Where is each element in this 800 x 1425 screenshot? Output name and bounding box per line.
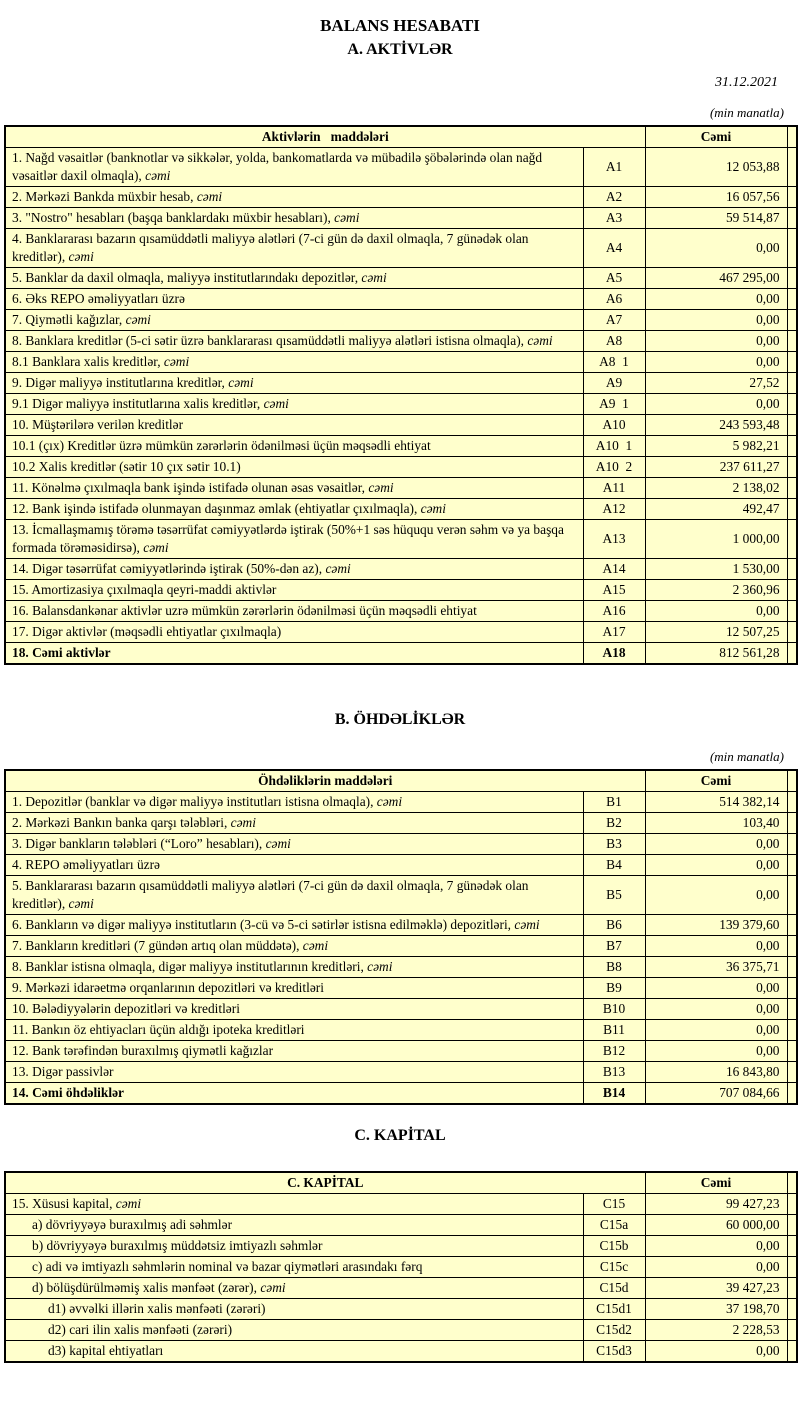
row-value: 37 198,70	[645, 1299, 787, 1320]
edge-cell	[787, 1194, 797, 1215]
table-row	[5, 331, 797, 352]
row-code: A8	[583, 331, 645, 352]
table-row	[5, 229, 797, 268]
row-value: 99 427,23	[645, 1194, 787, 1215]
row-label: 10.1 (çıx) Kreditlər üzrə mümkün zərərlərin ödənilməsi üçün məqsədli ehtiyat	[5, 436, 583, 457]
row-label: 7. Bankların kreditləri (7 gündən artıq olan müddətə), cəmi	[5, 936, 583, 957]
edge-cell	[787, 394, 797, 415]
table-row	[5, 1278, 797, 1299]
row-label: 13. Digər passivlər	[5, 1062, 583, 1083]
row-code: B2	[583, 813, 645, 834]
row-value: 0,00	[645, 331, 787, 352]
row-code: A15	[583, 580, 645, 601]
table-row	[5, 268, 797, 289]
table-row	[5, 520, 797, 559]
row-label: 8. Banklara kreditlər (5-ci sətir üzrə banklararası qısamüddətli maliyyə alətləri istisna olmaqla), cəmi	[5, 331, 583, 352]
edge-cell	[787, 289, 797, 310]
edge-cell	[787, 126, 797, 148]
edge-cell	[787, 834, 797, 855]
liabilities-table	[4, 769, 798, 1105]
table-row	[5, 876, 797, 915]
table-row	[5, 601, 797, 622]
assets-header-total: Cəmi	[645, 126, 787, 148]
row-value: 0,00	[645, 1020, 787, 1041]
row-value: 12 053,88	[645, 148, 787, 187]
document-title: BALANS HESABATI	[320, 16, 480, 35]
table-row	[5, 1020, 797, 1041]
edge-cell	[787, 580, 797, 601]
row-label: 11. Bankın öz ehtiyacları üçün aldığı ipoteka kreditləri	[5, 1020, 583, 1041]
edge-cell	[787, 876, 797, 915]
row-label: 13. İcmallaşmamış törəmə təsərrüfat cəmiyyətlərdə iştirak (50%+1 səs hüququ verən səhm və ya başqa formada törəməsidirsə), cəmi	[5, 520, 583, 559]
report-date: 31.12.2021	[715, 75, 778, 90]
edge-cell	[787, 1041, 797, 1062]
row-code: C15c	[583, 1257, 645, 1278]
row-code: B1	[583, 792, 645, 813]
row-value: 16 843,80	[645, 1062, 787, 1083]
row-value: 0,00	[645, 936, 787, 957]
row-value: 59 514,87	[645, 208, 787, 229]
row-code: B9	[583, 978, 645, 999]
row-label: 3. Digər bankların tələbləri (“Loro” hesabları), cəmi	[5, 834, 583, 855]
table-row	[5, 187, 797, 208]
row-value: 0,00	[645, 289, 787, 310]
row-label: 15. Xüsusi kapital, cəmi	[5, 1194, 583, 1215]
row-label: 10.2 Xalis kreditlər (sətir 10 çıx sətir 10.1)	[5, 457, 583, 478]
row-value: 2 138,02	[645, 478, 787, 499]
row-code: A3	[583, 208, 645, 229]
row-code: A6	[583, 289, 645, 310]
row-label: d3) kapital ehtiyatları	[5, 1341, 583, 1363]
row-label: 18. Cəmi aktivlər	[5, 643, 583, 665]
table-row	[5, 1257, 797, 1278]
edge-cell	[787, 792, 797, 813]
table-row	[5, 310, 797, 331]
row-label: 12. Bank işində istifadə olunmayan daşınmaz əmlak (ehtiyatlar çıxılmaqla), cəmi	[5, 499, 583, 520]
row-value: 0,00	[645, 1341, 787, 1363]
table-row	[5, 1194, 797, 1215]
row-label: d2) cari ilin xalis mənfəəti (zərəri)	[5, 1320, 583, 1341]
row-label: 2. Mərkəzi Bankda müxbir hesab, cəmi	[5, 187, 583, 208]
table-row	[5, 643, 797, 665]
liabilities-header-total: Cəmi	[645, 770, 787, 792]
table-row	[5, 352, 797, 373]
row-label: 17. Digər aktivlər (məqsədli ehtiyatlar çıxılmaqla)	[5, 622, 583, 643]
row-code: C15d	[583, 1278, 645, 1299]
section-a-title: A. AKTİVLƏR	[347, 41, 453, 58]
row-code: A10	[583, 415, 645, 436]
row-code: A18	[583, 643, 645, 665]
row-value: 0,00	[645, 352, 787, 373]
row-value: 492,47	[645, 499, 787, 520]
row-code: A10 1	[583, 436, 645, 457]
row-label: 8.1 Banklara xalis kreditlər, cəmi	[5, 352, 583, 373]
row-code: A5	[583, 268, 645, 289]
edge-cell	[787, 1257, 797, 1278]
unit-note-b: (min manatla)	[709, 749, 784, 764]
row-value: 1 530,00	[645, 559, 787, 580]
row-label: 10. Müştərilərə verilən kreditlər	[5, 415, 583, 436]
row-label: 2. Mərkəzi Bankın banka qarşı tələbləri, cəmi	[5, 813, 583, 834]
table-row	[5, 415, 797, 436]
edge-cell	[787, 1236, 797, 1257]
row-label: 11. Könəlmə çıxılmaqla bank işində istifadə olunan əsas vəsaitlər, cəmi	[5, 478, 583, 499]
row-value: 0,00	[645, 310, 787, 331]
edge-cell	[787, 1215, 797, 1236]
row-value: 707 084,66	[645, 1083, 787, 1105]
row-code: A7	[583, 310, 645, 331]
table-row	[5, 499, 797, 520]
capital-table-header-row	[5, 1172, 797, 1194]
table-row	[5, 978, 797, 999]
row-label: 5. Banklar da daxil olmaqla, maliyyə institutlarındakı depozitlər, cəmi	[5, 268, 583, 289]
row-label: 7. Qiymətli kağızlar, cəmi	[5, 310, 583, 331]
row-value: 243 593,48	[645, 415, 787, 436]
row-code: C15a	[583, 1215, 645, 1236]
edge-cell	[787, 187, 797, 208]
edge-cell	[787, 457, 797, 478]
assets-header-label: Aktivlərin maddələri	[5, 126, 645, 148]
table-row	[5, 1062, 797, 1083]
liabilities-table-header-row	[5, 770, 797, 792]
table-row	[5, 1041, 797, 1062]
row-code: B12	[583, 1041, 645, 1062]
row-value: 0,00	[645, 601, 787, 622]
row-value: 812 561,28	[645, 643, 787, 665]
row-code: B10	[583, 999, 645, 1020]
table-row	[5, 373, 797, 394]
capital-header-label: C. KAPİTAL	[5, 1172, 645, 1194]
row-code: A16	[583, 601, 645, 622]
row-value: 0,00	[645, 394, 787, 415]
row-value: 60 000,00	[645, 1215, 787, 1236]
row-value: 12 507,25	[645, 622, 787, 643]
table-row	[5, 148, 797, 187]
table-row	[5, 1083, 797, 1105]
row-label: b) dövriyyəyə buraxılmış müddətsiz imtiyazlı səhmlər	[5, 1236, 583, 1257]
row-value: 514 382,14	[645, 792, 787, 813]
row-code: A13	[583, 520, 645, 559]
row-value: 139 379,60	[645, 915, 787, 936]
row-code: B7	[583, 936, 645, 957]
row-label: 1. Nağd vəsaitlər (banknotlar və sikkələr, yolda, bankomatlarda və mübadilə şöbələrində olan nağd vəsaitlər daxil olmaqla), cəmi	[5, 148, 583, 187]
row-code: C15d1	[583, 1299, 645, 1320]
edge-cell	[787, 601, 797, 622]
row-label: 10. Bələdiyyələrin depozitləri və kreditləri	[5, 999, 583, 1020]
row-code: B6	[583, 915, 645, 936]
row-code: C15b	[583, 1236, 645, 1257]
row-label: d) bölüşdürülməmiş xalis mənfəət (zərər), cəmi	[5, 1278, 583, 1299]
edge-cell	[787, 936, 797, 957]
row-value: 0,00	[645, 834, 787, 855]
row-label: 3. "Nostro" hesabları (başqa banklardakı müxbir hesabları), cəmi	[5, 208, 583, 229]
row-code: B3	[583, 834, 645, 855]
liabilities-header-label: Öhdəliklərin maddələri	[5, 770, 645, 792]
row-code: A14	[583, 559, 645, 580]
table-row	[5, 957, 797, 978]
edge-cell	[787, 1341, 797, 1363]
row-value: 27,52	[645, 373, 787, 394]
row-value: 0,00	[645, 229, 787, 268]
edge-cell	[787, 770, 797, 792]
row-code: A1	[583, 148, 645, 187]
row-label: c) adi və imtiyazlı səhmlərin nominal və bazar qiymətləri arasındakı fərq	[5, 1257, 583, 1278]
row-value: 0,00	[645, 1257, 787, 1278]
row-value: 0,00	[645, 999, 787, 1020]
row-code: B13	[583, 1062, 645, 1083]
capital-header-total: Cəmi	[645, 1172, 787, 1194]
row-label: 12. Bank tərəfindən buraxılmış qiymətli kağızlar	[5, 1041, 583, 1062]
row-value: 0,00	[645, 1236, 787, 1257]
table-row	[5, 813, 797, 834]
row-label: 6. Bankların və digər maliyyə institutların (3-cü və 5-ci sətirlər istisna edilməklə) depozitləri, cəmi	[5, 915, 583, 936]
row-code: A9	[583, 373, 645, 394]
row-value: 1 000,00	[645, 520, 787, 559]
row-label: 4. Banklararası bazarın qısamüddətli maliyyə alətləri (7-ci gün də daxil olmaqla, 7 günədək olan kreditlər), cəmi	[5, 229, 583, 268]
row-label: 1. Depozitlər (banklar və digər maliyyə institutları istisna olmaqla), cəmi	[5, 792, 583, 813]
row-code: C15d2	[583, 1320, 645, 1341]
table-row	[5, 1320, 797, 1341]
table-row	[5, 1341, 797, 1363]
table-row	[5, 457, 797, 478]
edge-cell	[787, 957, 797, 978]
section-b-title: B. ÖHDƏLİKLƏR	[334, 711, 466, 728]
row-code: A9 1	[583, 394, 645, 415]
table-row	[5, 1236, 797, 1257]
row-label: 9.1 Digər maliyyə institutlarına xalis kreditlər, cəmi	[5, 394, 583, 415]
edge-cell	[787, 559, 797, 580]
row-code: C15d3	[583, 1341, 645, 1363]
edge-cell	[787, 373, 797, 394]
edge-cell	[787, 1278, 797, 1299]
table-row	[5, 580, 797, 601]
row-code: B14	[583, 1083, 645, 1105]
row-code: B8	[583, 957, 645, 978]
edge-cell	[787, 436, 797, 457]
row-code: A11	[583, 478, 645, 499]
edge-cell	[787, 208, 797, 229]
row-code: A8 1	[583, 352, 645, 373]
row-label: 4. REPO əməliyyatları üzrə	[5, 855, 583, 876]
row-value: 39 427,23	[645, 1278, 787, 1299]
row-value: 237 611,27	[645, 457, 787, 478]
row-label: a) dövriyyəyə buraxılmış adi səhmlər	[5, 1215, 583, 1236]
row-code: A12	[583, 499, 645, 520]
edge-cell	[787, 268, 797, 289]
edge-cell	[787, 331, 797, 352]
edge-cell	[787, 999, 797, 1020]
edge-cell	[787, 813, 797, 834]
row-label: 15. Amortizasiya çıxılmaqla qeyri-maddi aktivlər	[5, 580, 583, 601]
edge-cell	[787, 622, 797, 643]
row-code: B11	[583, 1020, 645, 1041]
assets-table	[4, 125, 798, 665]
row-value: 2 228,53	[645, 1320, 787, 1341]
edge-cell	[787, 415, 797, 436]
edge-cell	[787, 520, 797, 559]
row-value: 5 982,21	[645, 436, 787, 457]
row-code: B5	[583, 876, 645, 915]
edge-cell	[787, 352, 797, 373]
edge-cell	[787, 229, 797, 268]
edge-cell	[787, 310, 797, 331]
row-label: 6. Əks REPO əməliyyatları üzrə	[5, 289, 583, 310]
row-label: 14. Cəmi öhdəliklər	[5, 1083, 583, 1105]
row-label: d1) əvvəlki illərin xalis mənfəəti (zərəri)	[5, 1299, 583, 1320]
unit-note-a: (min manatla)	[709, 105, 784, 120]
row-value: 36 375,71	[645, 957, 787, 978]
capital-table	[4, 1171, 798, 1363]
row-value: 103,40	[645, 813, 787, 834]
edge-cell	[787, 478, 797, 499]
edge-cell	[787, 1172, 797, 1194]
row-code: A10 2	[583, 457, 645, 478]
edge-cell	[787, 915, 797, 936]
table-row	[5, 622, 797, 643]
table-row	[5, 1299, 797, 1320]
row-code: B4	[583, 855, 645, 876]
table-row	[5, 478, 797, 499]
edge-cell	[787, 499, 797, 520]
row-value: 467 295,00	[645, 268, 787, 289]
edge-cell	[787, 1020, 797, 1041]
edge-cell	[787, 148, 797, 187]
edge-cell	[787, 1299, 797, 1320]
row-value: 16 057,56	[645, 187, 787, 208]
table-row	[5, 1215, 797, 1236]
edge-cell	[787, 855, 797, 876]
edge-cell	[787, 978, 797, 999]
row-label: 8. Banklar istisna olmaqla, digər maliyyə institutlarının kreditləri, cəmi	[5, 957, 583, 978]
table-row	[5, 559, 797, 580]
table-row	[5, 999, 797, 1020]
row-value: 0,00	[645, 1041, 787, 1062]
row-value: 0,00	[645, 855, 787, 876]
row-code: A2	[583, 187, 645, 208]
row-value: 2 360,96	[645, 580, 787, 601]
table-row	[5, 394, 797, 415]
row-label: 16. Balansdankənar aktivlər uzrə mümkün zərərlərin ödənilməsi üçün məqsədli ehtiyat	[5, 601, 583, 622]
row-label: 5. Banklararası bazarın qısamüddətli maliyyə alətləri (7-ci gün də daxil olmaqla, 7 günədək olan kreditlər), cəmi	[5, 876, 583, 915]
table-row	[5, 792, 797, 813]
row-label: 14. Digər təsərrüfat cəmiyyətlərində iştirak (50%-dən az), cəmi	[5, 559, 583, 580]
row-label: 9. Mərkəzi idarəetmə orqanlarının depozitləri və kreditləri	[5, 978, 583, 999]
table-row	[5, 289, 797, 310]
row-value: 0,00	[645, 876, 787, 915]
table-row	[5, 936, 797, 957]
section-c-title: C. KAPİTAL	[354, 1127, 446, 1144]
assets-table-header-row	[5, 126, 797, 148]
row-code: C15	[583, 1194, 645, 1215]
row-value: 0,00	[645, 978, 787, 999]
row-code: A4	[583, 229, 645, 268]
table-row	[5, 834, 797, 855]
edge-cell	[787, 643, 797, 665]
table-row	[5, 208, 797, 229]
edge-cell	[787, 1062, 797, 1083]
row-label: 9. Digər maliyyə institutlarına kreditlər, cəmi	[5, 373, 583, 394]
row-code: A17	[583, 622, 645, 643]
table-row	[5, 915, 797, 936]
edge-cell	[787, 1320, 797, 1341]
table-row	[5, 855, 797, 876]
edge-cell	[787, 1083, 797, 1105]
table-row	[5, 436, 797, 457]
